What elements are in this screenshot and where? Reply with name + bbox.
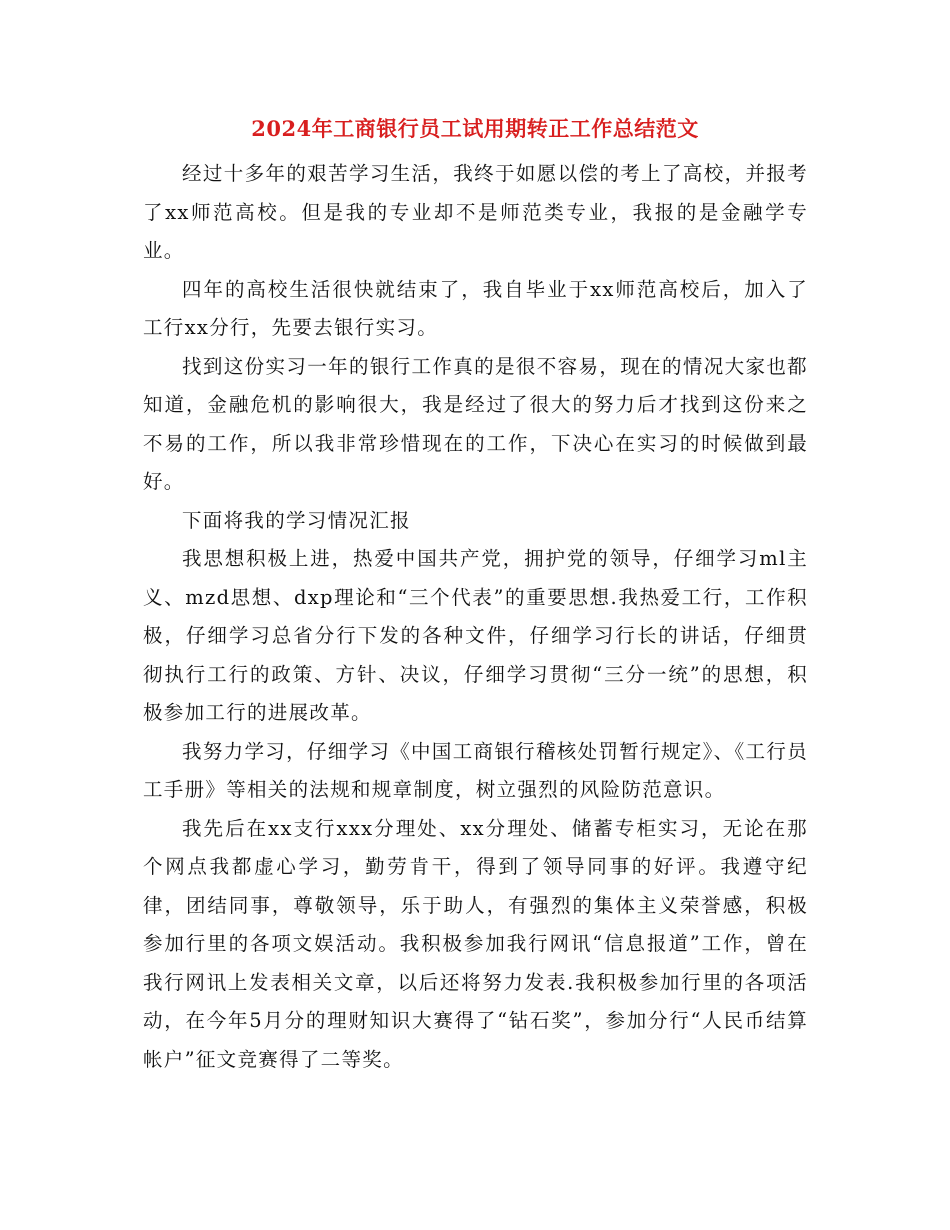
paragraph-7: 我先后在xx支行xxx分理处、xx分理处、储蓄专柜实习，无论在那个网点我都虚心学习，勤劳肯干，得到了领导同事的好评。我遵守纪律，团结同事，尊敬领导，乐于助人，有强烈的集体主义荣誉感，积极参加行里的各项文娱活动。我积极参加我行网讯“信息报道”工作，曾在我行网讯上发表相关文章，以后还将努力发表.我积极参加行里的各项活动，在今年5月分的理财知识大赛得了“钻石奖”，参加分行“人民币结算帐户”征文竞赛得了二等奖。 xyxy=(143,816,808,1071)
paragraph-1: 经过十多年的艰苦学习生活，我终于如愿以偿的考上了高校，并报考了xx师范高校。但是我的专业却不是师范类专业，我报的是金融学专业。 xyxy=(143,162,808,262)
paragraph-4: 下面将我的学习情况汇报 xyxy=(182,508,411,532)
document-title: 2024年工商银行员工试用期转正工作总结范文 xyxy=(251,116,699,141)
paragraph-3: 找到这份实习一年的银行工作真的是很不容易，现在的情况大家也都知道，金融危机的影响很大，我是经过了很大的努力后才找到这份来之不易的工作，所以我非常珍惜现在的工作，下决心在实习的时候做到最好。 xyxy=(143,354,808,493)
paragraph-5: 我思想积极上进，热爱中国共产党，拥护党的领导，仔细学习ml主义、mzd思想、dxp理论和“三个代表”的重要思想.我热爱工行，工作积极，仔细学习总省分行下发的各种文件，仔细学习行长的讲话，仔细贯彻执行工行的政策、方针、决议，仔细学习贯彻“三分一统”的思想，积极参加工行的进展改革。 xyxy=(143,547,808,724)
document-body xyxy=(143,155,808,1079)
paragraph-6: 我努力学习，仔细学习《中国工商银行稽核处罚暂行规定》、《工行员工手册》等相关的法规和规章制度，树立强烈的风险防范意识。 xyxy=(143,739,808,801)
paragraph-2: 四年的高校生活很快就结束了，我自毕业于xx师范高校后，加入了工行xx分行，先要去银行实习。 xyxy=(143,277,808,339)
